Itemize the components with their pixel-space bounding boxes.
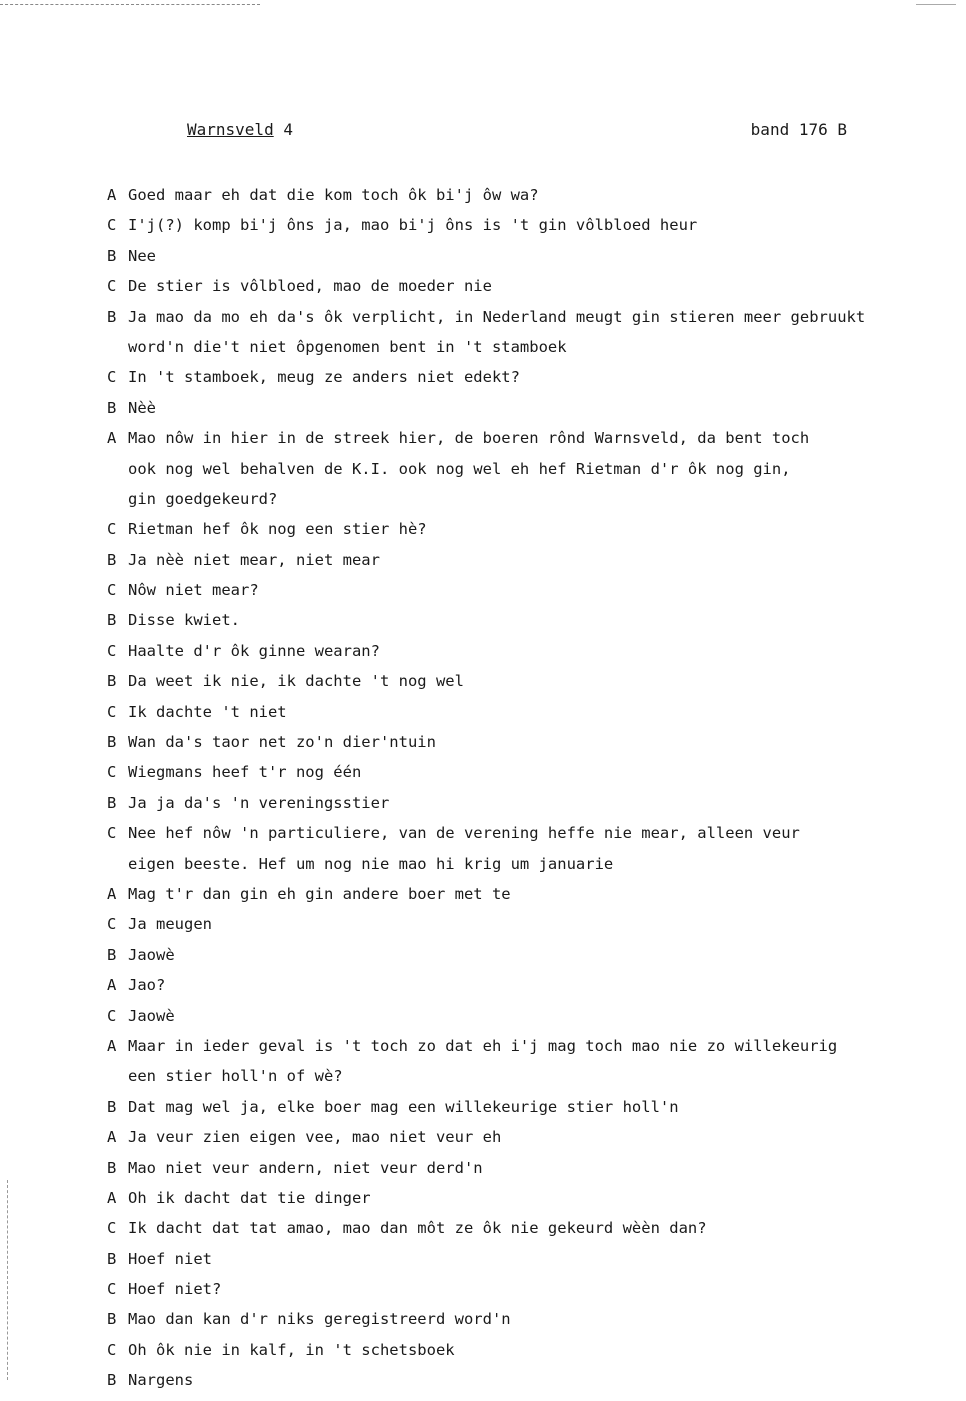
utterance-line <box>107 1031 937 1061</box>
utterance-line <box>107 818 937 848</box>
utterance-line <box>107 1122 937 1152</box>
scan-margin-mark <box>7 1180 8 1380</box>
utterance-line <box>107 1335 937 1365</box>
utterance-text: I'j(?) komp bi'j ôns ja, mao bi'j ôns is 't gin vôlbloed heur <box>128 216 698 235</box>
continuation-line <box>107 454 937 484</box>
utterance-line <box>107 271 937 301</box>
speaker-label: B <box>107 945 117 964</box>
speaker-label: B <box>107 398 117 417</box>
speaker-label: A <box>107 1128 117 1147</box>
utterance-line <box>107 788 937 818</box>
utterance-text: Ja nèè niet mear, niet mear <box>128 550 380 569</box>
utterance-line <box>107 727 937 757</box>
utterance-text: Oh ôk nie in kalf, in 't schetsboek <box>128 1340 455 1359</box>
utterance-line <box>107 393 937 423</box>
speaker-label: B <box>107 1371 117 1390</box>
utterance-text: De stier is vôlbloed, mao de moeder nie <box>128 277 492 296</box>
speaker-label: C <box>107 1219 117 1238</box>
tape-label: band 176 B <box>750 120 847 139</box>
utterance-line <box>107 423 937 453</box>
utterance-line <box>107 757 937 787</box>
utterance-text: Ik dachte 't niet <box>128 702 287 721</box>
utterance-line <box>107 1365 937 1395</box>
utterance-text: eigen beeste. Hef um nog nie mao hi krig um januarie <box>128 854 614 873</box>
utterance-text: Ja mao da mo eh da's ôk verplicht, in Nederland meugt gin stieren meer gebruukt <box>128 307 866 326</box>
speaker-label: B <box>107 246 117 265</box>
speaker-label: C <box>107 581 117 600</box>
utterance-line <box>107 1213 937 1243</box>
speaker-label: A <box>107 976 117 995</box>
speaker-label: B <box>107 550 117 569</box>
utterance-text: In 't stamboek, meug ze anders niet edekt? <box>128 368 520 387</box>
speaker-label: C <box>107 1006 117 1025</box>
utterance-line <box>107 302 937 332</box>
speaker-label: B <box>107 1097 117 1116</box>
continuation-line <box>107 484 937 514</box>
speaker-label: C <box>107 277 117 296</box>
utterance-text: Mao nôw in hier in de streek hier, de boeren rônd Warnsveld, da bent toch <box>128 429 810 448</box>
speaker-label: B <box>107 793 117 812</box>
utterance-line <box>107 940 937 970</box>
utterance-text: Jaowè <box>128 945 175 964</box>
utterance-text: Nôw niet mear? <box>128 581 259 600</box>
speaker-label: A <box>107 1036 117 1055</box>
continuation-line <box>107 1061 937 1091</box>
utterance-text: Hoef niet? <box>128 1280 222 1299</box>
utterance-line <box>107 1244 937 1274</box>
page-header <box>187 120 847 144</box>
utterance-text: Jao? <box>128 976 166 995</box>
utterance-line <box>107 1183 937 1213</box>
utterance-text: een stier holl'n of wè? <box>128 1067 343 1086</box>
speaker-label: A <box>107 884 117 903</box>
utterance-text: Wan da's taor net zo'n dier'ntuin <box>128 733 436 752</box>
utterance-line <box>107 1001 937 1031</box>
utterance-text: Wiegmans heef t'r nog één <box>128 763 362 782</box>
utterance-text: Dat mag wel ja, elke boer mag een willekeurige stier holl'n <box>128 1097 679 1116</box>
utterance-line <box>107 666 937 696</box>
speaker-label: C <box>107 824 117 843</box>
utterance-text: Nargens <box>128 1371 194 1390</box>
utterance-text: word'n die't niet ôpgenomen bent in 't stamboek <box>128 337 567 356</box>
utterance-text: Rietman hef ôk nog een stier hè? <box>128 520 427 539</box>
utterance-line <box>107 1153 937 1183</box>
utterance-text: Hoef niet <box>128 1249 212 1268</box>
speaker-label: B <box>107 733 117 752</box>
utterance-text: ook nog wel behalven de K.I. ook nog wel eh hef Rietman d'r ôk nog gin, <box>128 459 791 478</box>
continuation-line <box>107 849 937 879</box>
utterance-line <box>107 636 937 666</box>
speaker-label: C <box>107 641 117 660</box>
speaker-label: B <box>107 672 117 691</box>
utterance-text: Ja ja da's 'n vereningsstier <box>128 793 390 812</box>
speaker-label: A <box>107 429 117 448</box>
utterance-line <box>107 605 937 635</box>
utterance-text: Ik dacht dat tat amao, mao dan môt ze ôk nie gekeurd wèèn dan? <box>128 1219 707 1238</box>
utterance-text: Jaowè <box>128 1006 175 1025</box>
utterance-text: Ja meugen <box>128 915 212 934</box>
utterance-line <box>107 909 937 939</box>
speaker-label: C <box>107 763 117 782</box>
scan-edge-mark <box>0 4 260 5</box>
utterance-text: Mao dan kan d'r niks geregistreerd word'n <box>128 1310 511 1329</box>
utterance-line <box>107 180 937 210</box>
speaker-label: C <box>107 1280 117 1299</box>
speaker-label: C <box>107 520 117 539</box>
utterance-text: Disse kwiet. <box>128 611 240 630</box>
utterance-line <box>107 1092 937 1122</box>
speaker-label: B <box>107 1158 117 1177</box>
speaker-label: B <box>107 307 117 326</box>
utterance-text: Haalte d'r ôk ginne wearan? <box>128 641 380 660</box>
header-place <box>187 120 293 139</box>
utterance-text: Mag t'r dan gin eh gin andere boer met te <box>128 884 511 903</box>
utterance-text: gin goedgekeurd? <box>128 489 278 508</box>
utterance-line <box>107 210 937 240</box>
utterance-line <box>107 1304 937 1334</box>
scan-edge-mark-right <box>916 4 956 5</box>
utterance-line <box>107 970 937 1000</box>
speaker-label: C <box>107 1340 117 1359</box>
speaker-label: A <box>107 1188 117 1207</box>
utterance-text: Ja veur zien eigen vee, mao niet veur eh <box>128 1128 502 1147</box>
place-number: 4 <box>283 120 293 139</box>
utterance-line <box>107 362 937 392</box>
utterance-text: Da weet ik nie, ik dachte 't nog wel <box>128 672 464 691</box>
utterance-line <box>107 545 937 575</box>
transcript-lines <box>107 180 937 1396</box>
speaker-label: A <box>107 186 117 204</box>
utterance-line <box>107 879 937 909</box>
speaker-label: C <box>107 216 117 235</box>
speaker-label: C <box>107 702 117 721</box>
speaker-label: B <box>107 1249 117 1268</box>
speaker-label: C <box>107 915 117 934</box>
utterance-text: Maar in ieder geval is 't toch zo dat eh i'j mag toch mao nie zo willekeurig <box>128 1036 838 1055</box>
utterance-text: Nèè <box>128 398 156 417</box>
utterance-text: Nee <box>128 246 156 265</box>
utterance-text: Mao niet veur andern, niet veur derd'n <box>128 1158 483 1177</box>
utterance-line <box>107 241 937 271</box>
speaker-label: B <box>107 1310 117 1329</box>
speaker-label: C <box>107 368 117 387</box>
utterance-line <box>107 1274 937 1304</box>
utterance-text: Oh ik dacht dat tie dinger <box>128 1188 371 1207</box>
utterance-line <box>107 575 937 605</box>
place-name: Warnsveld <box>187 120 274 139</box>
utterance-text: Goed maar eh dat die kom toch ôk bi'j ôw wa? <box>128 186 539 204</box>
utterance-line <box>107 697 937 727</box>
utterance-line <box>107 514 937 544</box>
continuation-line <box>107 332 937 362</box>
speaker-label: B <box>107 611 117 630</box>
utterance-text: Nee hef nôw 'n particuliere, van de verening heffe nie mear, alleen veur <box>128 824 800 843</box>
